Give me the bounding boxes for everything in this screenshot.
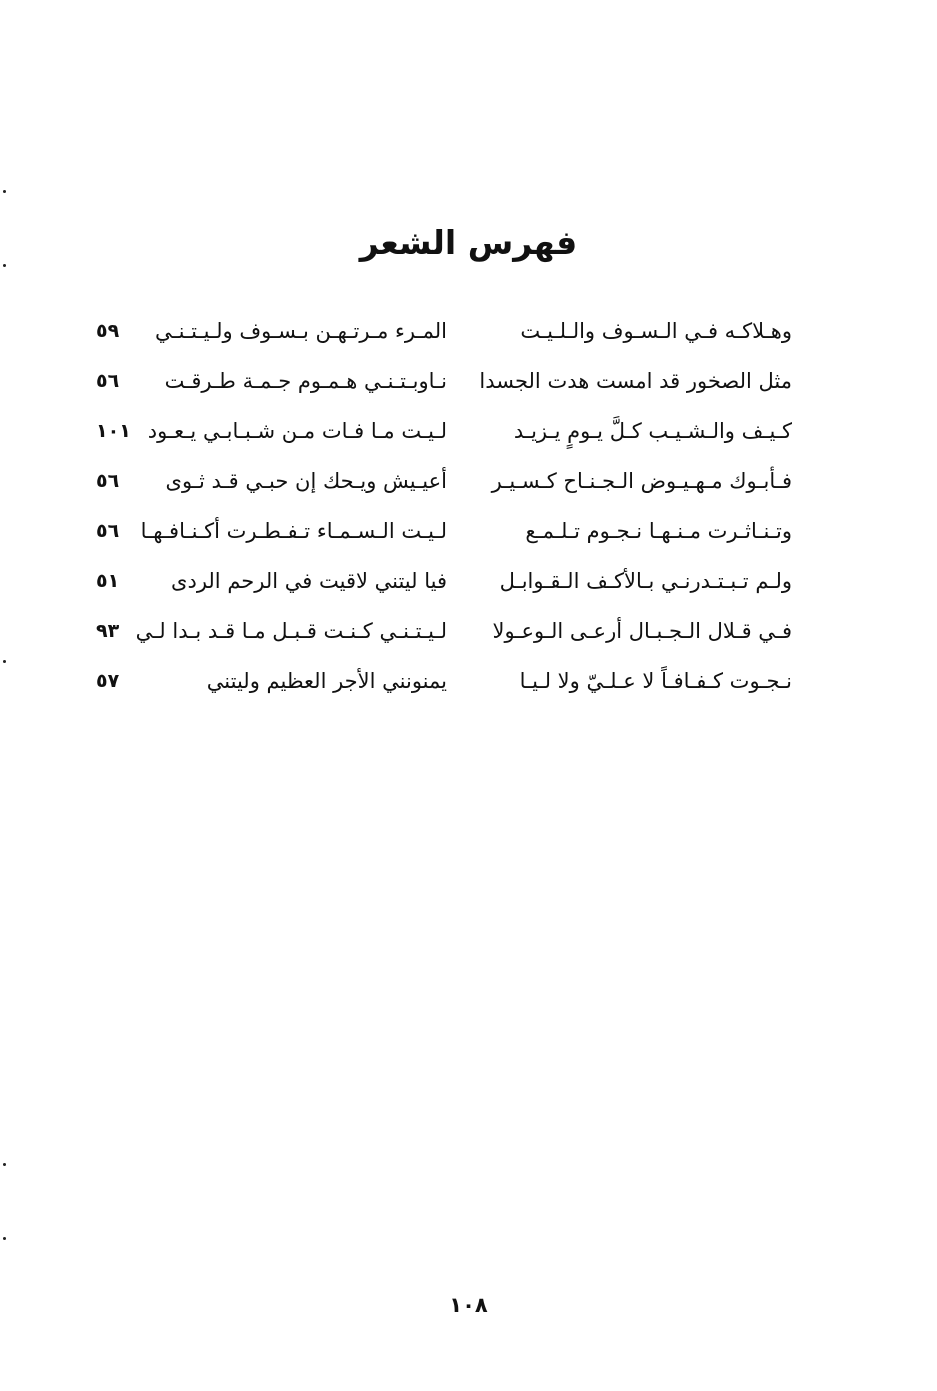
page-number: ١٠٨ — [449, 1293, 488, 1317]
second-hemistich: وتـنـاثـرت مـنـهـا نـجـوم تـلـمـع — [525, 519, 792, 543]
first-hemistich: نـاوبـتـنـي هـمـوم جـمـة طـرقـت — [164, 369, 447, 393]
first-hemistich: لـيـت مـا فـات مـن شـبـابـي يـعـود — [147, 419, 447, 443]
poetry-index-list — [0, 306, 937, 706]
scan-speck — [3, 264, 6, 267]
list-item — [0, 506, 937, 556]
second-hemistich: مثل الصخور قد امست هدت الجسدا — [479, 369, 792, 393]
page-reference: ٥٦ — [96, 520, 120, 542]
first-hemistich: أعيـيش ويـحك إن حبـي قـد ثـوى — [165, 469, 447, 493]
list-item — [0, 456, 937, 506]
second-hemistich: وهـلاكـه فـي الـسـوف والـلـيـت — [520, 319, 792, 343]
list-item — [0, 656, 937, 706]
page-title: فهرس الشعر — [359, 223, 578, 262]
first-hemistich: لـيـت الـسـمـاء تـفـطـرت أكـنـافـهـا — [140, 519, 447, 543]
second-hemistich: ولـم تـبـتـدرنـي بـالأكـف الـقـوابـل — [499, 569, 792, 593]
list-item — [0, 606, 937, 656]
list-item — [0, 406, 937, 456]
first-hemistich: لـيـتـنـي كـنـت قـبـل مـا قـد بـدا لـي — [135, 619, 447, 643]
page-reference: ٥٩ — [96, 320, 120, 342]
page-reference: ١٠١ — [96, 420, 131, 442]
page-reference: ٥٧ — [96, 670, 120, 692]
page-reference: ٥١ — [96, 570, 120, 592]
scan-speck — [3, 1163, 6, 1166]
page-reference: ٥٦ — [96, 370, 120, 392]
first-hemistich: المـرء مـرتـهـن بـسـوف ولـيـتـنـي — [155, 319, 447, 343]
list-item — [0, 356, 937, 406]
list-item — [0, 306, 937, 356]
second-hemistich: نـجـوت كـفـافـاً لا عـلـيّ ولا لـيـا — [519, 669, 792, 693]
scan-speck — [3, 660, 6, 663]
second-hemistich: فـي قـلال الـجـبـال أرعـى الـوعـولا — [492, 619, 792, 643]
second-hemistich: فـأبـوك مـهـيـوض الـجـنـاح كـسـيـر — [491, 469, 792, 493]
page-reference: ٥٦ — [96, 470, 120, 492]
scan-speck — [3, 190, 6, 193]
second-hemistich: كـيـف والـشـيـب كـلَّ يـومٍ يـزيـد — [513, 419, 792, 443]
page-reference: ٩٣ — [96, 620, 120, 642]
list-item — [0, 556, 937, 606]
first-hemistich: فيا ليتني لاقيت في الرحم الردى — [171, 569, 447, 593]
first-hemistich: يمنونني الأجر العظيم وليتني — [206, 669, 447, 693]
scan-speck — [3, 1237, 6, 1240]
